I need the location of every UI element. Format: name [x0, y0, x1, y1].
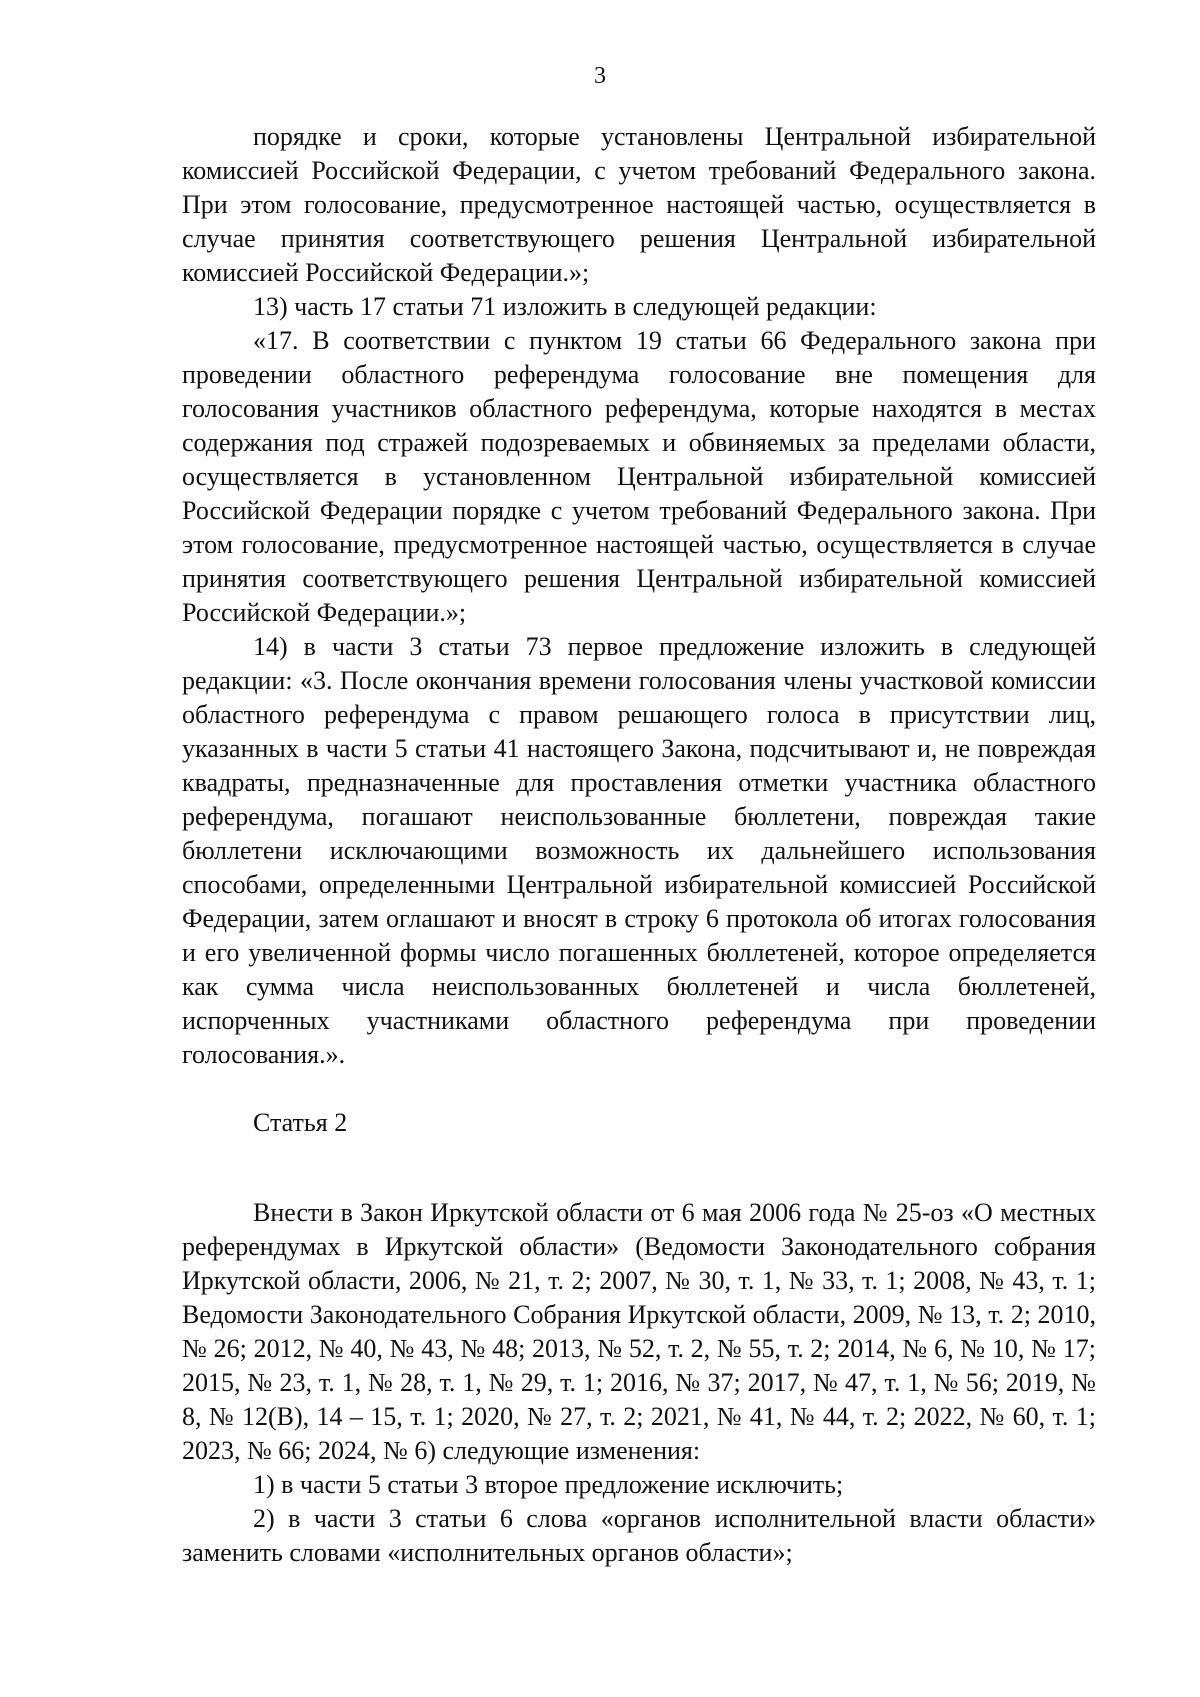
paragraph-item-1: 1) в части 5 статьи 3 второе предложение исключить;	[253, 1470, 844, 1499]
document-body	[182, 120, 1096, 1570]
paragraph-item-2: 2) в части 3 статьи 6 слова «органов исполнительной власти области» заменить словами «исполнительных органов области»;	[182, 1504, 1096, 1567]
paragraph-amendment-intro: Внести в Закон Иркутской области от 6 мая 2006 года № 25-оз «О местных референдумах в Иркутской области» (Ведомости Законодательного собрания Иркутской области, 2006, № 21, т. 2; 2007, № 30, т. 1, № 33, т. 1; 2008, № 43, т. 1; Ведомости Законодательного Собрания Иркутской области, 2009, № 13, т. 2; 2010, № 26; 2012, № 40, № 43, № 48; 2013, № 52, т. 2, № 55, т. 2; 2014, № 6, № 10, № 17; 2015, № 23, т. 1, № 28, т. 1, № 29, т. 1; 2016, № 37; 2017, № 47, т. 1, № 56; 2019, № 8, № 12(В), 14 – 15, т. 1; 2020, № 27, т. 2; 2021, № 41, № 44, т. 2; 2022, № 60, т. 1; 2023, № 66; 2024, № 6) следующие изменения:	[182, 1198, 1096, 1465]
spacer	[182, 1072, 1096, 1106]
spacer	[182, 1140, 1096, 1196]
paragraph-part-17-text: «17. В соответствии с пунктом 19 статьи 66 Федерального закона при проведении областного референдума голосование вне помещения для голосования участников областного референдума, которые находятся в местах содержания под стражей подозреваемых и обвиняемых за пределами области, осуществляется в установленном Центральной избирательной комиссией Российской Федерации порядке с учетом требований Федерального закона. При этом голосование, предусмотренное настоящей частью, осуществляется в случае принятия соответствующего решения Центральной избирательной комиссией Российской Федерации.»;	[182, 326, 1096, 627]
article-heading: Статья 2	[253, 1108, 348, 1137]
paragraph-continuation: порядке и сроки, которые установлены Центральной избирательной комиссией Российской Федерации, с учетом требований Федерального закона. При этом голосование, предусмотренное настоящей частью, осуществляется в случае принятия соответствующего решения Центральной избирательной комиссией Российской Федерации.»;	[182, 122, 1096, 287]
paragraph-item-13: 13) часть 17 статьи 71 изложить в следующей редакции:	[253, 292, 877, 321]
paragraph-item-14: 14) в части 3 статьи 73 первое предложение изложить в следующей редакции: «3. После окончания времени голосования члены участковой комиссии областного референдума с правом решающего голоса в присутствии лиц, указанных в части 5 статьи 41 настоящего Закона, подсчитывают и, не повреждая квадраты, предназначенные для проставления отметки участника областного референдума, погашают неиспользованные бюллетени, повреждая такие бюллетени исключающими возможность их дальнейшего использования способами, определенными Центральной избирательной комиссией Российской Федерации, затем оглашают и вносят в строку 6 протокола об итогах голосования и его увеличенной формы число погашенных бюллетеней, которое определяется как сумма числа неиспользованных бюллетеней и числа бюллетеней, испорченных участниками областного референдума при проведении голосования.».	[182, 632, 1096, 1069]
page-number: 3	[594, 63, 606, 89]
